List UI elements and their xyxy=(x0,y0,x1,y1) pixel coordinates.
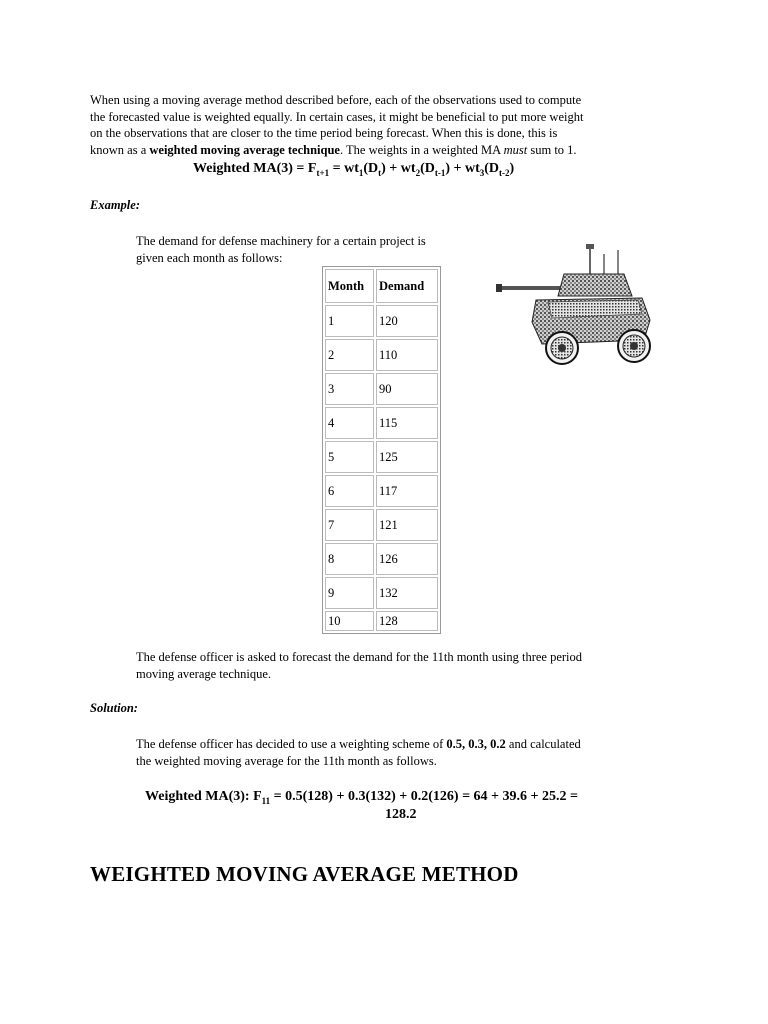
demand-cell: 132 xyxy=(376,577,438,609)
header-month: Month xyxy=(325,269,374,303)
table-row xyxy=(325,441,438,473)
question-text xyxy=(136,649,696,682)
formula1-part: (D xyxy=(363,161,379,176)
example-text xyxy=(136,233,496,266)
month-cell: 1 xyxy=(325,305,374,337)
formula2-sub: 11 xyxy=(261,795,271,806)
intro-line-4 xyxy=(90,142,690,159)
table-row xyxy=(325,339,438,371)
solution-label: Solution: xyxy=(90,701,138,715)
solution-line-1-post: and calculated xyxy=(505,737,581,751)
month-cell: 6 xyxy=(325,475,374,507)
intro-line-4-pre: known as a xyxy=(90,142,150,157)
table-row xyxy=(325,373,438,405)
question-line-1: The defense officer is asked to forecast the demand for the 11th month using three period xyxy=(136,650,583,664)
section-heading: WEIGHTED MOVING AVERAGE METHOD xyxy=(90,862,519,886)
question-line-2: moving average technique. xyxy=(136,666,272,681)
table-header-row xyxy=(325,269,438,303)
formula1-sub: 2 xyxy=(415,167,421,178)
month-cell: 4 xyxy=(325,407,374,439)
demand-cell: 117 xyxy=(376,475,438,507)
demand-cell: 128 xyxy=(376,611,438,631)
solution-result: 128.2 xyxy=(385,807,417,822)
formula2-lead: Weighted MA(3): F xyxy=(145,789,262,804)
month-cell: 7 xyxy=(325,509,374,541)
intro-italic-word: must xyxy=(503,142,528,157)
month-cell: 2 xyxy=(325,339,374,371)
example-label: Example: xyxy=(90,198,140,212)
intro-bold-term: weighted moving average technique xyxy=(149,142,340,157)
example-line-1: The demand for defense machinery for a certain project is xyxy=(136,234,426,248)
month-cell: 5 xyxy=(325,441,374,473)
solution-line-2: the weighted moving average for the 11th month as follows. xyxy=(136,753,437,768)
formula1-part: ) + wt xyxy=(381,161,416,176)
table-row xyxy=(325,611,438,631)
table-row xyxy=(325,509,438,541)
table-row xyxy=(325,577,438,609)
table-row xyxy=(325,407,438,439)
demand-cell: 126 xyxy=(376,543,438,575)
weighting-scheme: 0.5, 0.3, 0.2 xyxy=(446,737,506,751)
intro-line-4-post: sum to 1. xyxy=(527,142,577,157)
table-row xyxy=(325,475,438,507)
demand-cell: 121 xyxy=(376,509,438,541)
month-cell: 8 xyxy=(325,543,374,575)
demand-cell: 110 xyxy=(376,339,438,371)
weighted-ma-formula xyxy=(193,161,514,178)
formula1-sub: t-2 xyxy=(499,167,510,178)
formula1-lead: Weighted MA(3) = F xyxy=(193,161,317,176)
formula1-part: ) xyxy=(509,161,515,176)
formula1-sub: 1 xyxy=(358,167,364,178)
intro-line-2: the forecasted value is weighted equally. In certain cases, it might be beneficial to put more weight xyxy=(90,109,584,124)
demand-table xyxy=(322,266,441,634)
formula1-sub: 3 xyxy=(479,167,485,178)
armored-vehicle-image xyxy=(492,240,652,375)
formula1-sub: t-1 xyxy=(434,167,446,178)
example-line-2: given each month as follows: xyxy=(136,250,283,265)
formula1-sub-t1: t+1 xyxy=(316,167,330,178)
month-cell: 9 xyxy=(325,577,374,609)
demand-cell: 115 xyxy=(376,407,438,439)
table-row xyxy=(325,543,438,575)
solution-text xyxy=(136,736,696,769)
demand-cell: 90 xyxy=(376,373,438,405)
table-row xyxy=(325,305,438,337)
intro-paragraph xyxy=(90,92,690,158)
intro-line-1: When using a moving average method described before, each of the observations used to compute xyxy=(90,93,582,107)
month-cell: 3 xyxy=(325,373,374,405)
intro-line-3: on the observations that are closer to the time period being forecast. When this is done, this is xyxy=(90,126,558,140)
formula1-part: (D xyxy=(484,161,500,176)
formula1-sub: t xyxy=(378,167,382,178)
demand-cell: 120 xyxy=(376,305,438,337)
month-cell: 10 xyxy=(325,611,374,631)
solution-line-1 xyxy=(136,736,696,753)
formula2-rest: = 0.5(128) + 0.3(132) + 0.2(126) = 64 + 39.6 + 25.2 = xyxy=(270,789,578,804)
header-demand: Demand xyxy=(376,269,438,303)
solution-formula xyxy=(145,789,578,806)
formula1-part: = wt xyxy=(329,161,359,176)
formula1-part: (D xyxy=(420,161,435,176)
solution-line-1-pre: The defense officer has decided to use a weighting scheme of xyxy=(136,737,447,751)
demand-cell: 125 xyxy=(376,441,438,473)
intro-line-4-mid: . The weights in a weighted MA xyxy=(339,142,504,157)
formula1-part: ) + wt xyxy=(445,161,480,176)
